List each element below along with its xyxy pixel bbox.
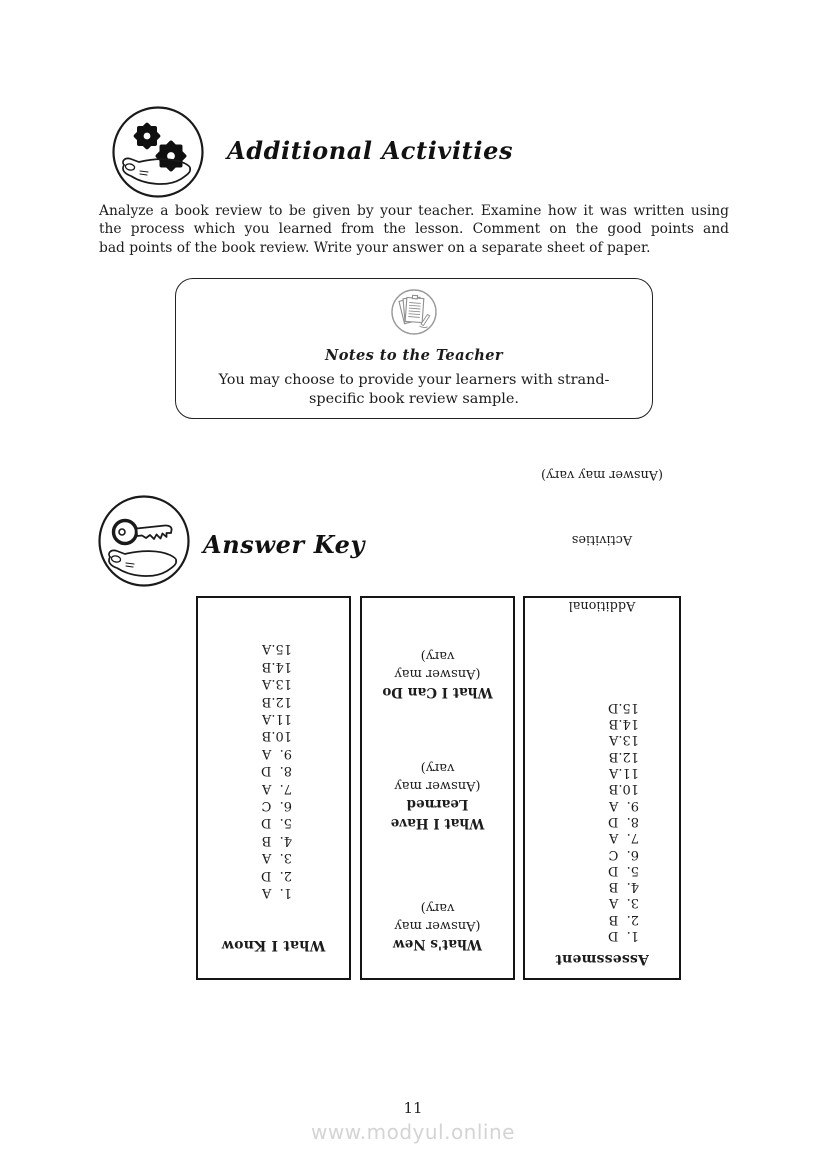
answer-item: 2. D bbox=[260, 867, 292, 883]
note-line: Additional bbox=[568, 597, 636, 613]
paragraph-line: the process which you learned from the lesson. Comment on the good points and bbox=[99, 221, 729, 238]
notes-to-teacher-box bbox=[175, 278, 653, 419]
note-line: Activities bbox=[571, 532, 633, 548]
answer-item: 11.A bbox=[261, 710, 292, 726]
column-title: Assessment bbox=[555, 951, 649, 967]
answer-item: 7. A bbox=[261, 780, 292, 796]
notes-body bbox=[176, 371, 652, 409]
answer-section-what-i-have-learned bbox=[362, 758, 513, 832]
page-number: 11 bbox=[403, 1099, 423, 1117]
answer-item: 9. A bbox=[261, 745, 292, 761]
answer-note-line: vary) bbox=[420, 648, 455, 663]
answer-section-what-i-can-do bbox=[362, 646, 513, 701]
answer-item: 3. A bbox=[261, 850, 292, 866]
note-line: (Answer may vary) bbox=[541, 466, 664, 482]
gears-in-hand-icon bbox=[111, 105, 205, 199]
answer-list bbox=[198, 640, 292, 901]
answer-item: 1. A bbox=[261, 885, 292, 900]
answer-key-heading: Answer Key bbox=[203, 530, 366, 559]
answer-item: 6. C bbox=[608, 846, 639, 862]
column-title: What I Know bbox=[221, 937, 326, 953]
paragraph-line: Analyze a book review to be given by your teacher. Examine how it was written using bbox=[99, 203, 729, 219]
answer-note-line: vary) bbox=[420, 900, 455, 915]
papers-and-pencil-icon bbox=[389, 287, 439, 337]
upside-down-content bbox=[198, 598, 349, 978]
section-title: What's New bbox=[393, 936, 482, 952]
answer-note-line: (Answer may bbox=[394, 778, 481, 793]
answer-item: 14.B bbox=[261, 658, 292, 674]
answer-item: 6. C bbox=[261, 797, 292, 813]
answer-item: 11.A bbox=[608, 765, 639, 781]
answer-item: 13.A bbox=[261, 676, 292, 692]
answer-item: 5. D bbox=[260, 815, 292, 831]
watermark-text: www.modyul.online bbox=[311, 1120, 515, 1144]
answer-item: 10.B bbox=[261, 728, 292, 744]
notes-body-line: specific book review sample. bbox=[309, 391, 519, 407]
answer-key-box-middle bbox=[360, 596, 515, 980]
answer-note-line: (Answer may bbox=[394, 918, 481, 933]
intro-paragraph bbox=[99, 202, 729, 257]
answer-list bbox=[525, 699, 639, 943]
section-title: What I Can Do bbox=[382, 684, 493, 700]
answer-item: 4. B bbox=[261, 832, 292, 848]
answer-item: 7. A bbox=[608, 830, 639, 846]
answer-item: 14.B bbox=[608, 716, 639, 732]
answer-item: 5. D bbox=[607, 862, 639, 878]
additional-activities-note bbox=[525, 432, 679, 678]
answer-key-box-assessment bbox=[523, 466, 681, 980]
answer-note-line: vary) bbox=[420, 760, 455, 775]
section-title: What I Have bbox=[390, 815, 485, 831]
answer-item: 15.D bbox=[607, 699, 639, 715]
answer-item: 10.B bbox=[608, 781, 639, 797]
answer-item: 8. D bbox=[607, 813, 639, 829]
answer-item: 15.A bbox=[261, 641, 292, 657]
answer-item: 2. B bbox=[608, 911, 639, 927]
answer-key-box-what-i-know bbox=[196, 596, 351, 980]
answer-item: 13.A bbox=[608, 732, 639, 748]
additional-activities-heading: Additional Activities bbox=[227, 136, 514, 165]
answer-item: 12.B bbox=[608, 748, 639, 764]
answer-item: 9. A bbox=[608, 797, 639, 813]
upside-down-content bbox=[362, 598, 513, 978]
answer-section-whats-new bbox=[362, 898, 513, 953]
section-title: Learned bbox=[406, 796, 469, 812]
answer-item: 12.B bbox=[261, 693, 292, 709]
upside-down-content bbox=[525, 466, 679, 978]
answer-item: 1. D bbox=[607, 928, 639, 943]
answer-item: 8. D bbox=[260, 763, 292, 779]
notes-body-line: You may choose to provide your learners with strand- bbox=[218, 372, 610, 388]
paragraph-line: bad points of the book review. Write your answer on a separate sheet of paper. bbox=[99, 239, 651, 256]
answer-item: 4. B bbox=[608, 879, 639, 895]
answer-item: 3. A bbox=[608, 895, 639, 911]
notes-title: Notes to the Teacher bbox=[324, 347, 504, 364]
answer-note-line: (Answer may bbox=[394, 666, 481, 681]
key-in-hand-icon bbox=[97, 494, 191, 588]
